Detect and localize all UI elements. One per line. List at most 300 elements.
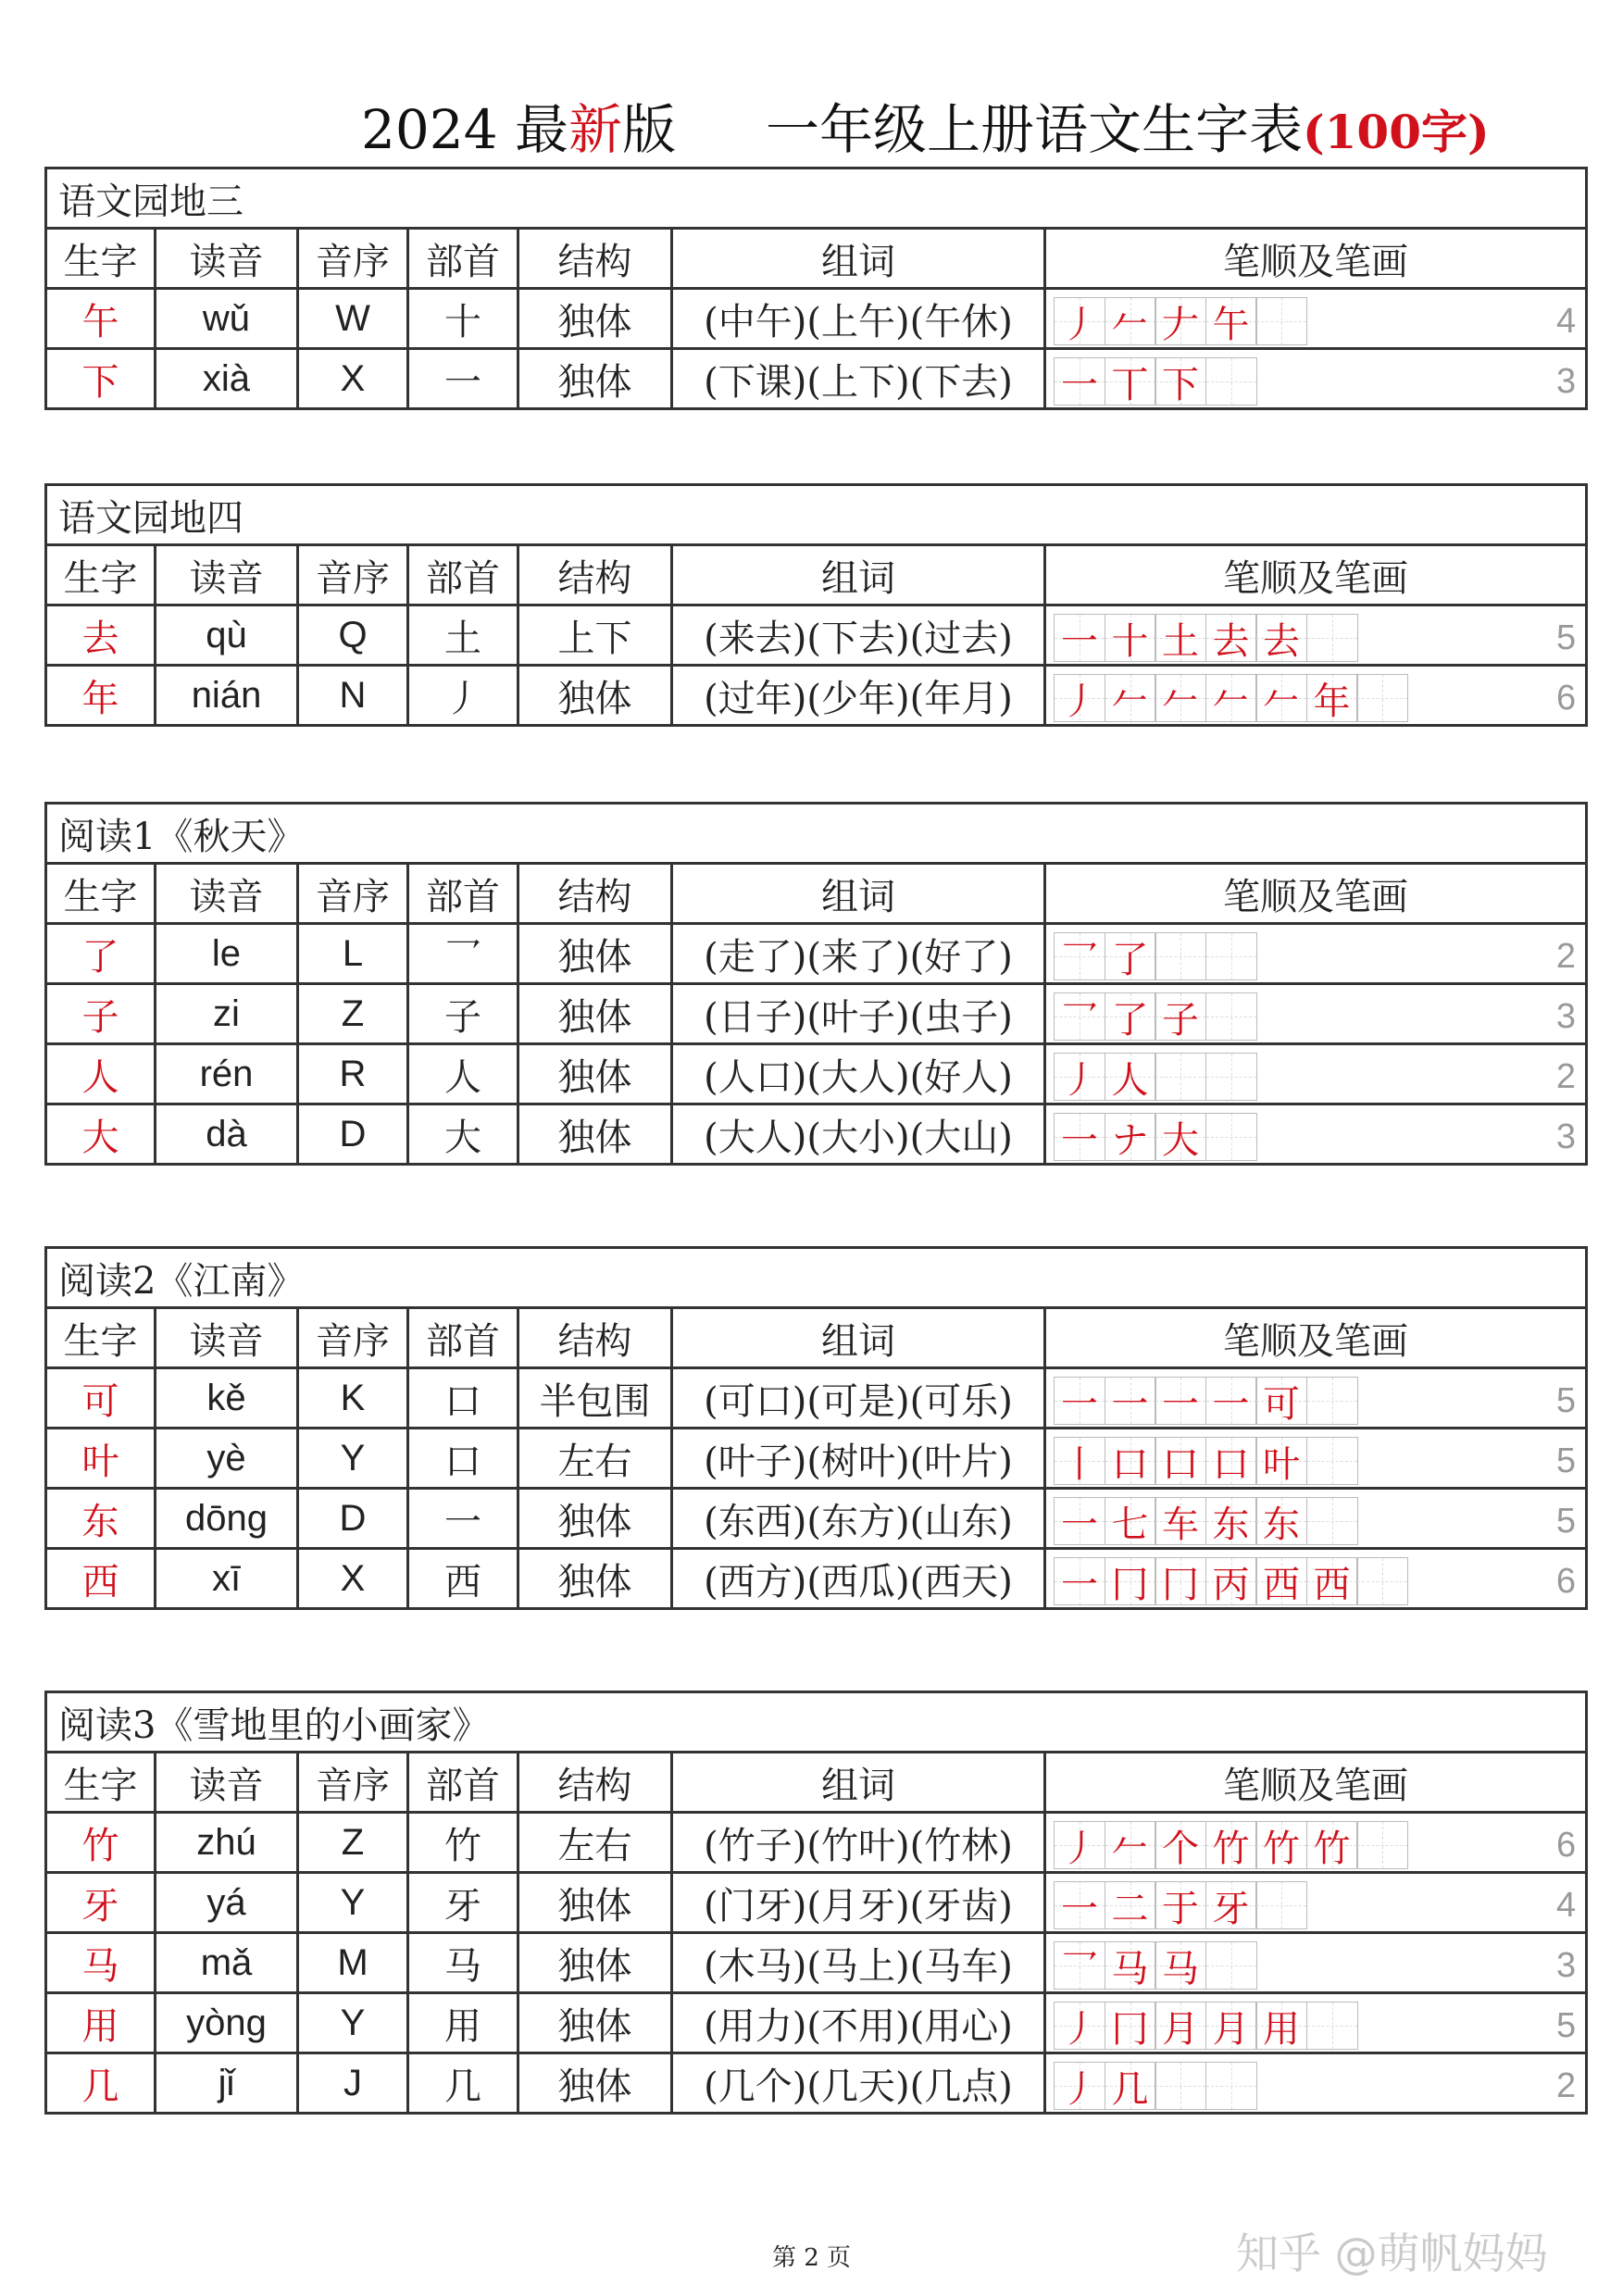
- stroke-box: [1306, 1497, 1358, 1545]
- stroke-boxes: [1054, 1377, 1356, 1425]
- stroke-step: 𠂉: [1111, 303, 1149, 346]
- stroke-boxes: [1054, 1053, 1255, 1101]
- radical-cell: 西: [408, 1549, 518, 1609]
- header-row: [46, 229, 1587, 289]
- radical-cell: 大: [408, 1104, 518, 1165]
- stroke-count: 2: [1555, 937, 1577, 976]
- stroke-box: [1054, 1053, 1105, 1101]
- stroke-boxes: [1054, 1557, 1407, 1605]
- stroke-box: [1155, 1941, 1206, 1990]
- stroke-order-cell: [1045, 1549, 1587, 1609]
- stroke-box: [1205, 1437, 1257, 1485]
- table-row: [46, 924, 1587, 984]
- stroke-box: [1205, 297, 1257, 345]
- column-header: 组词: [672, 545, 1045, 605]
- section-table: [44, 1691, 1588, 2115]
- stroke-box: [1155, 1821, 1206, 1869]
- structure-cell: 独体: [518, 1873, 672, 1933]
- words-cell: (来去)(下去)(过去): [672, 605, 1045, 666]
- pinyin-cell: rén: [156, 1044, 298, 1104]
- sequence-cell: N: [298, 666, 408, 726]
- stroke-order-cell: [1045, 1933, 1587, 1993]
- stroke-box: [1205, 1821, 1257, 1869]
- column-header: 生字: [46, 545, 156, 605]
- pinyin-cell: xī: [156, 1549, 298, 1609]
- structure-cell: 独体: [518, 1549, 672, 1609]
- character-cell: 下: [46, 349, 156, 409]
- stroke-count: 5: [1555, 2006, 1577, 2045]
- words-cell: (日子)(叶子)(虫子): [672, 984, 1045, 1044]
- stroke-step: 丿: [1061, 303, 1098, 346]
- stroke-box: [1155, 1053, 1206, 1101]
- pinyin-cell: yòng: [156, 1993, 298, 2053]
- column-header: 读音: [156, 1753, 298, 1813]
- stroke-step: 乛: [1061, 998, 1098, 1042]
- column-header: 部首: [408, 1308, 518, 1368]
- stroke-step: 马: [1162, 1947, 1199, 1990]
- table-row: [46, 289, 1587, 349]
- pinyin-cell: zi: [156, 984, 298, 1044]
- character-cell: 年: [46, 666, 156, 726]
- stroke-box: [1155, 674, 1206, 722]
- stroke-box: [1255, 614, 1307, 662]
- table-row: [46, 1813, 1587, 1873]
- pinyin-cell: jǐ: [156, 2053, 298, 2114]
- stroke-box: [1155, 297, 1206, 345]
- stroke-box: [1205, 932, 1257, 980]
- stroke-step: 冂: [1111, 1563, 1149, 1606]
- stroke-box: [1054, 932, 1105, 980]
- table-row: [46, 1993, 1587, 2053]
- stroke-box: [1205, 674, 1257, 722]
- table-row: [46, 1429, 1587, 1489]
- column-header: 音序: [298, 864, 408, 924]
- column-header: 生字: [46, 1753, 156, 1813]
- stroke-box: [1054, 1113, 1105, 1161]
- page-number: 第 2 页: [771, 2244, 852, 2272]
- stroke-step: 丿: [1061, 2067, 1098, 2111]
- words-cell: (下课)(上下)(下去): [672, 349, 1045, 409]
- title-new: 新: [568, 98, 623, 161]
- words-cell: (人口)(大人)(好人): [672, 1044, 1045, 1104]
- sequence-cell: L: [298, 924, 408, 984]
- stroke-boxes: [1054, 2002, 1356, 2050]
- stroke-step: 一: [1061, 619, 1098, 663]
- stroke-step: 丨: [1061, 1442, 1098, 1486]
- character-cell: 午: [46, 289, 156, 349]
- stroke-box: [1054, 2062, 1105, 2110]
- stroke-box: [1306, 1821, 1358, 1869]
- column-header: 部首: [408, 545, 518, 605]
- sequence-cell: D: [298, 1104, 408, 1165]
- stroke-step: 几: [1111, 2067, 1149, 2111]
- radical-cell: 用: [408, 1993, 518, 2053]
- stroke-boxes: [1054, 1113, 1255, 1161]
- stroke-order-cell: [1045, 666, 1587, 726]
- character-cell: 了: [46, 924, 156, 984]
- stroke-box: [1155, 2062, 1206, 2110]
- words-cell: (走了)(来了)(好了): [672, 924, 1045, 984]
- stroke-step: 乛: [1061, 938, 1098, 981]
- stroke-step: 一: [1061, 363, 1098, 406]
- words-cell: (叶子)(树叶)(叶片): [672, 1429, 1045, 1489]
- stroke-count: 6: [1555, 1562, 1577, 1601]
- character-cell: 几: [46, 2053, 156, 2114]
- column-header: 笔顺及笔画: [1045, 1753, 1587, 1813]
- pinyin-cell: yá: [156, 1873, 298, 1933]
- structure-cell: 独体: [518, 1489, 672, 1549]
- stroke-box: [1054, 674, 1105, 722]
- stroke-box: [1054, 1377, 1105, 1425]
- stroke-box: [1054, 1497, 1105, 1545]
- stroke-step: 人: [1111, 1058, 1149, 1102]
- sequence-cell: Z: [298, 1813, 408, 1873]
- stroke-box: [1105, 674, 1156, 722]
- radical-cell: 口: [408, 1368, 518, 1429]
- structure-cell: 上下: [518, 605, 672, 666]
- words-cell: (中午)(上午)(午休): [672, 289, 1045, 349]
- character-cell: 西: [46, 1549, 156, 1609]
- structure-cell: 独体: [518, 1104, 672, 1165]
- stroke-step: 七: [1111, 1503, 1149, 1546]
- radical-cell: 马: [408, 1933, 518, 1993]
- stroke-box: [1155, 2002, 1206, 2050]
- pinyin-cell: qù: [156, 605, 298, 666]
- column-header: 部首: [408, 1753, 518, 1813]
- stroke-step: 𠂇: [1162, 303, 1199, 346]
- section-table: [44, 483, 1588, 727]
- words-cell: (竹子)(竹叶)(竹林): [672, 1813, 1045, 1873]
- stroke-box: [1155, 992, 1206, 1041]
- stroke-box: [1356, 674, 1408, 722]
- character-cell: 人: [46, 1044, 156, 1104]
- sequence-cell: Z: [298, 984, 408, 1044]
- stroke-box: [1205, 1053, 1257, 1101]
- stroke-box: [1105, 1821, 1156, 1869]
- stroke-box: [1255, 1881, 1307, 1929]
- structure-cell: 独体: [518, 1933, 672, 1993]
- stroke-box: [1205, 2002, 1257, 2050]
- stroke-step: 竹: [1313, 1827, 1351, 1870]
- structure-cell: 独体: [518, 924, 672, 984]
- stroke-count: 5: [1555, 618, 1577, 657]
- pinyin-cell: mǎ: [156, 1933, 298, 1993]
- stroke-order-cell: [1045, 1368, 1587, 1429]
- stroke-step: 午: [1212, 303, 1250, 346]
- stroke-box: [1054, 357, 1105, 406]
- column-header: 笔顺及笔画: [1045, 864, 1587, 924]
- radical-cell: 竹: [408, 1813, 518, 1873]
- stroke-step: 丅: [1111, 363, 1149, 406]
- pinyin-cell: le: [156, 924, 298, 984]
- radical-cell: 人: [408, 1044, 518, 1104]
- stroke-count: 2: [1555, 1057, 1577, 1096]
- stroke-order-cell: [1045, 1489, 1587, 1549]
- stroke-count: 3: [1555, 362, 1577, 401]
- stroke-step: 去: [1263, 619, 1300, 663]
- stroke-box: [1105, 2062, 1156, 2110]
- stroke-order-cell: [1045, 1429, 1587, 1489]
- stroke-boxes: [1054, 1881, 1306, 1929]
- stroke-count: 5: [1555, 1441, 1577, 1480]
- stroke-step: 一: [1162, 1382, 1199, 1426]
- stroke-box: [1054, 992, 1105, 1041]
- sequence-cell: D: [298, 1489, 408, 1549]
- structure-cell: 独体: [518, 666, 672, 726]
- pinyin-cell: kě: [156, 1368, 298, 1429]
- stroke-step: 叶: [1263, 1442, 1300, 1486]
- sequence-cell: K: [298, 1368, 408, 1429]
- stroke-box: [1105, 2002, 1156, 2050]
- stroke-count: 3: [1555, 1946, 1577, 1985]
- stroke-step: 马: [1111, 1947, 1149, 1990]
- column-header: 读音: [156, 545, 298, 605]
- stroke-box: [1255, 1377, 1307, 1425]
- table-row: [46, 1104, 1587, 1165]
- words-cell: (木马)(马上)(马车): [672, 1933, 1045, 1993]
- stroke-box: [1054, 1881, 1105, 1929]
- stroke-box: [1105, 1497, 1156, 1545]
- words-cell: (几个)(几天)(几点): [672, 2053, 1045, 2114]
- stroke-box: [1205, 1881, 1257, 1929]
- table-row: [46, 605, 1587, 666]
- stroke-step: 土: [1162, 619, 1199, 663]
- table-row: [46, 1933, 1587, 1993]
- radical-cell: 几: [408, 2053, 518, 2114]
- table-row: [46, 1549, 1587, 1609]
- stroke-box: [1205, 992, 1257, 1041]
- stroke-step: 月: [1212, 2007, 1250, 2051]
- stroke-order-cell: [1045, 2053, 1587, 2114]
- sequence-cell: Y: [298, 1429, 408, 1489]
- stroke-box: [1054, 1557, 1105, 1605]
- words-cell: (用力)(不用)(用心): [672, 1993, 1045, 2053]
- table-row: [46, 2053, 1587, 2114]
- stroke-box: [1205, 614, 1257, 662]
- stroke-step: 口: [1162, 1442, 1199, 1486]
- stroke-step: 月: [1162, 2007, 1199, 2051]
- pinyin-cell: wǔ: [156, 289, 298, 349]
- stroke-box: [1255, 297, 1307, 345]
- column-header: 笔顺及笔画: [1045, 545, 1587, 605]
- stroke-box: [1105, 614, 1156, 662]
- stroke-order-cell: [1045, 1044, 1587, 1104]
- stroke-order-cell: [1045, 984, 1587, 1044]
- page-title: [361, 93, 1565, 167]
- stroke-step: 东: [1212, 1503, 1250, 1546]
- stroke-box: [1105, 1941, 1156, 1990]
- stroke-step: 十: [1111, 619, 1149, 663]
- stroke-box: [1255, 674, 1307, 722]
- words-cell: (可口)(可是)(可乐): [672, 1368, 1045, 1429]
- stroke-step: 西: [1313, 1563, 1351, 1606]
- stroke-box: [1054, 297, 1105, 345]
- stroke-box: [1155, 1497, 1206, 1545]
- stroke-step: 冂: [1162, 1563, 1199, 1606]
- stroke-box: [1306, 2002, 1358, 2050]
- stroke-box: [1155, 614, 1206, 662]
- stroke-step: 竹: [1212, 1827, 1250, 1870]
- watermark: 知乎 @萌帆妈妈: [1236, 2228, 1548, 2278]
- stroke-step: ナ: [1111, 1118, 1149, 1162]
- stroke-boxes: [1054, 1437, 1356, 1485]
- radical-cell: 土: [408, 605, 518, 666]
- stroke-step: 可: [1263, 1382, 1300, 1426]
- column-header: 结构: [518, 545, 672, 605]
- column-header: 音序: [298, 1753, 408, 1813]
- stroke-count: 6: [1555, 1826, 1577, 1865]
- column-header: 结构: [518, 229, 672, 289]
- structure-cell: 独体: [518, 2053, 672, 2114]
- stroke-box: [1105, 1377, 1156, 1425]
- stroke-box: [1356, 1557, 1408, 1605]
- table-row: [46, 1873, 1587, 1933]
- radical-cell: 牙: [408, 1873, 518, 1933]
- stroke-box: [1155, 1113, 1206, 1161]
- column-header: 结构: [518, 1308, 672, 1368]
- column-header: 笔顺及笔画: [1045, 1308, 1587, 1368]
- column-header: 结构: [518, 864, 672, 924]
- words-cell: (西方)(西瓜)(西天): [672, 1549, 1045, 1609]
- stroke-step: 丿: [1061, 1827, 1098, 1870]
- stroke-box: [1255, 1437, 1307, 1485]
- character-cell: 大: [46, 1104, 156, 1165]
- sequence-cell: X: [298, 349, 408, 409]
- header-row: [46, 1753, 1587, 1813]
- stroke-step: 𠂉: [1162, 680, 1199, 723]
- stroke-step: 𠂉: [1263, 680, 1300, 723]
- stroke-box: [1054, 2002, 1105, 2050]
- header-row: [46, 545, 1587, 605]
- column-header: 读音: [156, 1308, 298, 1368]
- stroke-order-cell: [1045, 1993, 1587, 2053]
- stroke-order-cell: [1045, 1873, 1587, 1933]
- column-header: 组词: [672, 1753, 1045, 1813]
- character-cell: 牙: [46, 1873, 156, 1933]
- stroke-box: [1205, 1941, 1257, 1990]
- column-header: 音序: [298, 1308, 408, 1368]
- stroke-box: [1255, 1497, 1307, 1545]
- stroke-count: 3: [1555, 997, 1577, 1036]
- column-header: 部首: [408, 229, 518, 289]
- header-row: [46, 864, 1587, 924]
- stroke-step: 二: [1111, 1887, 1149, 1930]
- table-row: [46, 984, 1587, 1044]
- stroke-step: 子: [1162, 998, 1199, 1042]
- sequence-cell: Y: [298, 1873, 408, 1933]
- stroke-step: 一: [1061, 1887, 1098, 1930]
- column-header: 笔顺及笔画: [1045, 229, 1587, 289]
- stroke-box: [1306, 614, 1358, 662]
- stroke-count: 6: [1555, 679, 1577, 718]
- stroke-step: 个: [1162, 1827, 1199, 1870]
- stroke-box: [1105, 1881, 1156, 1929]
- column-header: 组词: [672, 229, 1045, 289]
- character-cell: 竹: [46, 1813, 156, 1873]
- structure-cell: 独体: [518, 289, 672, 349]
- table-row: [46, 666, 1587, 726]
- title-main: 一年级上册语文生字表: [765, 98, 1303, 161]
- stroke-step: 用: [1263, 2007, 1300, 2051]
- title-count: (100字): [1302, 105, 1490, 159]
- sequence-cell: Q: [298, 605, 408, 666]
- section-title: 阅读2《江南》: [46, 1248, 1587, 1308]
- pinyin-cell: nián: [156, 666, 298, 726]
- section-title: 阅读3《雪地里的小画家》: [46, 1692, 1587, 1753]
- stroke-order-cell: [1045, 1104, 1587, 1165]
- stroke-box: [1306, 1437, 1358, 1485]
- stroke-order-cell: [1045, 924, 1587, 984]
- stroke-step: 丿: [1061, 1058, 1098, 1102]
- character-cell: 用: [46, 1993, 156, 2053]
- stroke-box: [1054, 614, 1105, 662]
- stroke-step: 去: [1212, 619, 1250, 663]
- character-cell: 东: [46, 1489, 156, 1549]
- stroke-count: 2: [1555, 2066, 1577, 2105]
- radical-cell: 乛: [408, 924, 518, 984]
- stroke-count: 5: [1555, 1502, 1577, 1541]
- pinyin-cell: xià: [156, 349, 298, 409]
- sequence-cell: Y: [298, 1993, 408, 2053]
- stroke-order-cell: [1045, 1813, 1587, 1873]
- stroke-box: [1155, 932, 1206, 980]
- column-header: 读音: [156, 229, 298, 289]
- stroke-step: 一: [1212, 1382, 1250, 1426]
- structure-cell: 独体: [518, 349, 672, 409]
- pinyin-cell: zhú: [156, 1813, 298, 1873]
- stroke-boxes: [1054, 357, 1255, 406]
- sequence-cell: R: [298, 1044, 408, 1104]
- stroke-step: 冂: [1111, 2007, 1149, 2051]
- stroke-step: 车: [1162, 1503, 1199, 1546]
- stroke-box: [1205, 1557, 1257, 1605]
- character-cell: 去: [46, 605, 156, 666]
- stroke-boxes: [1054, 2062, 1255, 2110]
- stroke-box: [1205, 1497, 1257, 1545]
- column-header: 组词: [672, 1308, 1045, 1368]
- stroke-boxes: [1054, 1941, 1255, 1990]
- stroke-step: 东: [1263, 1503, 1300, 1546]
- stroke-box: [1054, 1941, 1105, 1990]
- words-cell: (门牙)(月牙)(牙齿): [672, 1873, 1045, 1933]
- pinyin-cell: dōng: [156, 1489, 298, 1549]
- stroke-box: [1155, 357, 1206, 406]
- sequence-cell: J: [298, 2053, 408, 2114]
- structure-cell: 独体: [518, 1993, 672, 2053]
- stroke-step: 口: [1212, 1442, 1250, 1486]
- stroke-order-cell: [1045, 349, 1587, 409]
- stroke-box: [1255, 2002, 1307, 2050]
- stroke-step: 丙: [1212, 1563, 1250, 1606]
- column-header: 生字: [46, 1308, 156, 1368]
- character-cell: 叶: [46, 1429, 156, 1489]
- pinyin-cell: yè: [156, 1429, 298, 1489]
- section-title: 语文园地三: [46, 168, 1587, 229]
- column-header: 音序: [298, 545, 408, 605]
- sequence-cell: W: [298, 289, 408, 349]
- stroke-box: [1105, 297, 1156, 345]
- stroke-boxes: [1054, 1821, 1407, 1869]
- structure-cell: 独体: [518, 984, 672, 1044]
- column-header: 读音: [156, 864, 298, 924]
- stroke-step: 口: [1111, 1442, 1149, 1486]
- stroke-box: [1105, 1557, 1156, 1605]
- section-title: 语文园地四: [46, 485, 1587, 545]
- stroke-box: [1306, 1377, 1358, 1425]
- title-part2: 版: [622, 98, 677, 161]
- header-row: [46, 1308, 1587, 1368]
- words-cell: (过年)(少年)(年月): [672, 666, 1045, 726]
